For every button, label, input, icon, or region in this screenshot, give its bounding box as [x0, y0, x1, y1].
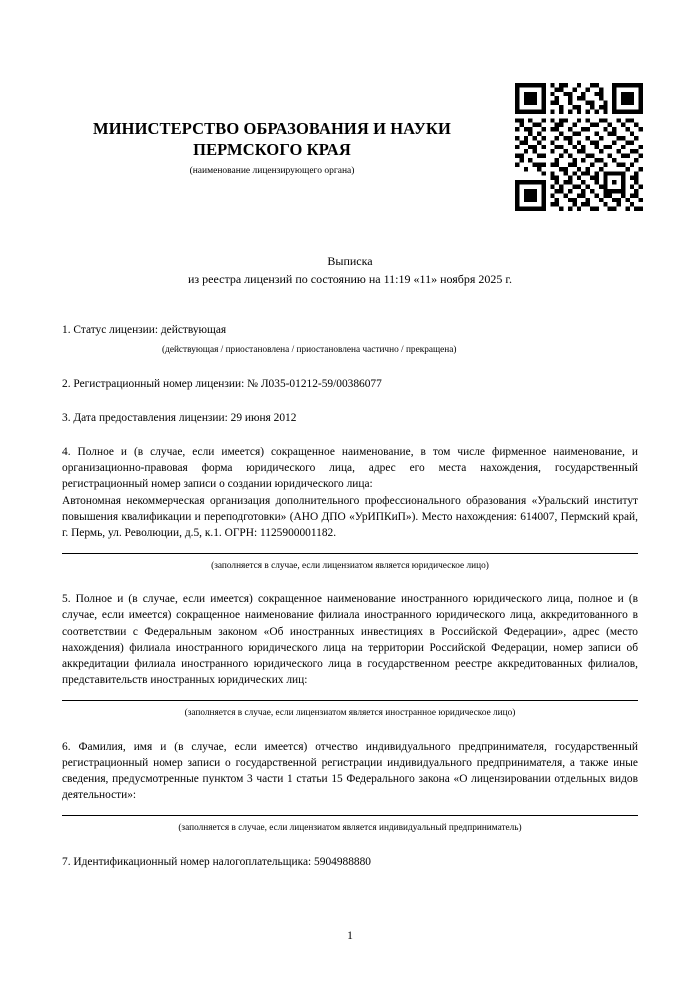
extract-title-line1: Выписка: [327, 254, 373, 269]
divider-foreign-legal-entity: [62, 700, 638, 701]
divider-individual-entrepreneur: [62, 815, 638, 816]
item-issue-date-text: 3. Дата предоставления лицензии: 29 июня 2012: [62, 411, 297, 424]
item-registration-number-text: 2. Регистрационный номер лицензии: № Л035-01212-59/00386077: [62, 377, 382, 390]
item-license-status-text: 1. Статус лицензии: действующая: [62, 324, 227, 337]
item-individual-entrepreneur-text: 6. Фамилия, имя и (в случае, если имеется) отчество индивидуального предпринимателя, государственный регистрационный номер записи о государственной регистрации индивидуального предпринимателя, а также иные сведения, предусмотренные пунктом 3 части 1 статьи 15 Федерального закона «О лицензировании отдельных видов деятельности»:: [62, 740, 638, 802]
item-legal-entity-value: Автономная некоммерческая организация дополнительного профессионального образования «Уральский институт повышения квалификации и переподготовки» (АНО ДПО «УрИПКиП»). Место нахождения: 614007, Пермский край, г. Пермь, ул. Революции, д.5, к.1. ОГРН: 1125900001182.: [62, 494, 638, 539]
item-legal-entity-text: 4. Полное и (в случае, если имеется) сокращенное наименование, в том числе фирменное наименование, и организационно-правовая форма юридического лица, адрес его места нахождения, государственный регистрационный номер записи о создании юридического лица:: [62, 445, 638, 491]
item-legal-entity: [62, 444, 638, 573]
extract-title-line2: из реестра лицензий по состоянию на 11:19 «11» ноября 2025 г.: [188, 272, 512, 287]
item-taxpayer-number: [62, 854, 638, 870]
ministry-title: [62, 118, 482, 160]
document-body: [62, 322, 638, 870]
item-legal-entity-caption: (заполняется в случае, если лицензиатом является юридическое лицо): [211, 561, 489, 572]
page-number: 1: [347, 930, 353, 942]
item-license-status: [62, 322, 638, 357]
item-taxpayer-number-text: 7. Идентификационный номер налогоплательщика: 5904988880: [62, 855, 372, 868]
item-license-status-caption: (действующая / приостановлена / приостановлена частично / прекращена): [162, 345, 457, 356]
ministry-title-line2: ПЕРМСКОГО КРАЯ: [193, 140, 351, 160]
divider-legal-entity: [62, 553, 638, 554]
item-foreign-legal-entity-caption: (заполняется в случае, если лицензиатом является иностранное юридическое лицо): [184, 708, 516, 719]
item-issue-date: [62, 410, 638, 426]
document-header: [62, 0, 482, 176]
item-foreign-legal-entity: [62, 591, 638, 720]
ministry-title-line1: МИНИСТЕРСТВО ОБРАЗОВАНИЯ И НАУКИ: [93, 119, 451, 138]
item-individual-entrepreneur-caption: (заполняется в случае, если лицензиатом является индивидуальный предприниматель): [178, 823, 522, 834]
item-registration-number: [62, 376, 638, 392]
item-foreign-legal-entity-text: 5. Полное и (в случае, если имеется) сокращенное наименование иностранного юридического лица, полное и (в случае, если имеется) сокращенное наименование филиала иностранного юридического лица, аккредитованного в соответствии с Федеральным законом «Об иностранных инвестициях в Российской Федерации», адрес (место нахождения) филиала иностранного юридического лица на территории Российской Федерации, номер записи об аккредитации филиала иностранного юридического лица в государственном реестре аккредитованных филиалов, представительств иностранных юридических лиц:: [62, 593, 638, 687]
authority-caption: (наименование лицензирующего органа): [189, 166, 355, 177]
qr-code-icon: [515, 83, 643, 211]
item-individual-entrepreneur: [62, 739, 638, 836]
extract-title: [62, 252, 638, 288]
